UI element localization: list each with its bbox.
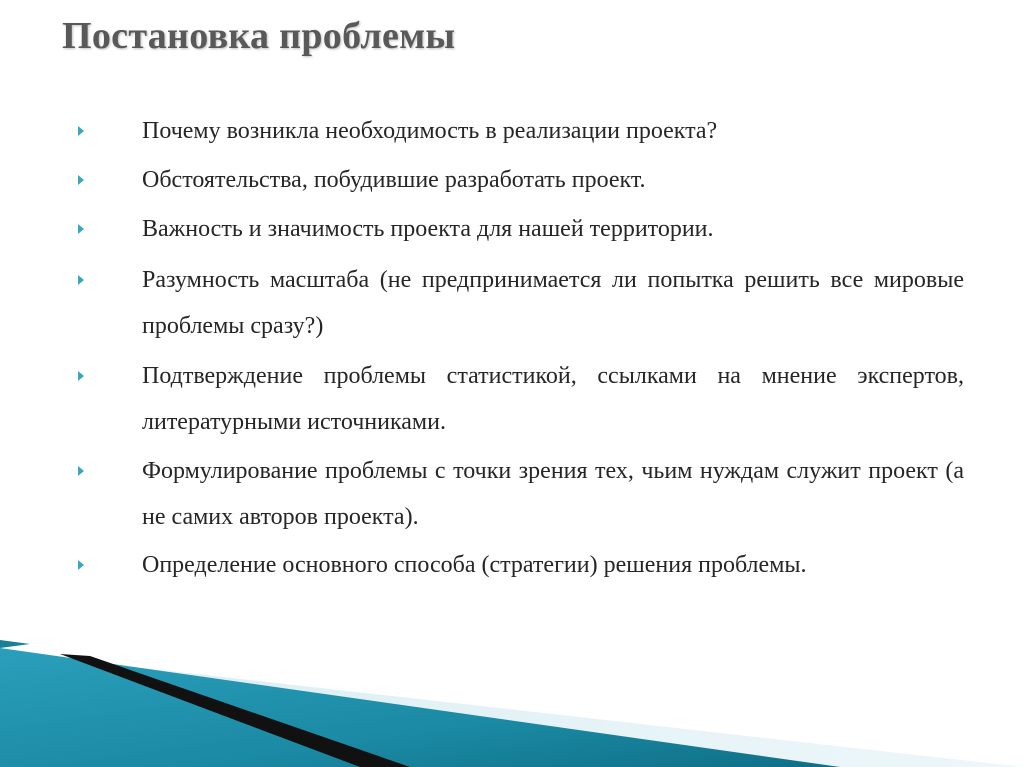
list-item-text: Почему возникла необходимость в реализации проекта?: [142, 118, 718, 144]
list-item-text: Определение основного способа (стратегии) решения проблемы.: [142, 552, 807, 578]
list-item: [142, 206, 964, 252]
triangle-bullet-icon: [78, 126, 84, 136]
triangle-bullet-icon: [78, 466, 84, 476]
list-item-text: Формулирование проблемы с точки зрения тех, чьим нуждам служит проект (а не самих авторов проекта).: [142, 458, 964, 530]
teal-stripe: [0, 648, 840, 767]
list-item: [142, 108, 964, 154]
list-item-text: Разумность масштаба (не предпринимается ли попытка решить все мировые проблемы сразу?): [142, 267, 964, 339]
triangle-bullet-icon: [78, 175, 84, 185]
slide-title: Постановка проблемы: [62, 15, 456, 57]
list-item-text: Обстоятельства, побудившие разработать проект.: [142, 167, 646, 193]
triangle-bullet-icon: [78, 371, 84, 381]
list-item: [142, 353, 964, 445]
teal-tip: [0, 640, 30, 648]
list-item-text: Подтверждение проблемы статистикой, ссылками на мнение экспертов, литературными источниками.: [142, 363, 964, 435]
list-item-text: Важность и значимость проекта для нашей территории.: [142, 216, 714, 242]
triangle-bullet-icon: [78, 275, 84, 285]
decorative-band: [0, 640, 1024, 767]
list-item: [142, 542, 964, 588]
triangle-bullet-icon: [78, 560, 84, 570]
list-item: [142, 257, 964, 349]
list-item: [142, 157, 964, 203]
triangle-bullet-icon: [78, 224, 84, 234]
list-item: [142, 448, 964, 540]
